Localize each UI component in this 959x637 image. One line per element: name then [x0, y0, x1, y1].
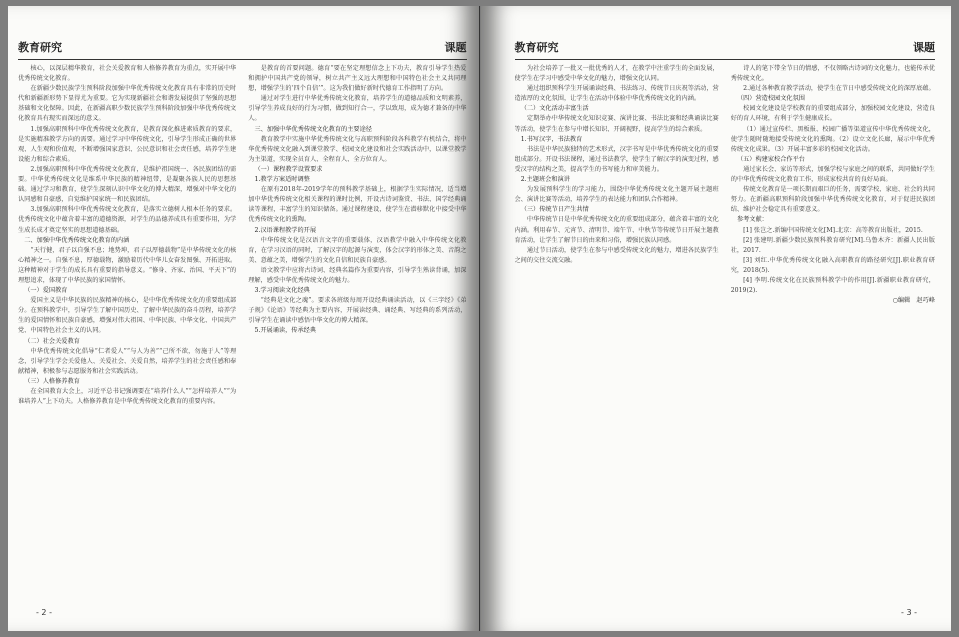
section-heading: （三）人格修养教育: [24, 377, 80, 385]
paragraph: 在原有2018年-2019学年的预科教学基础上，根据学生实际情况，适当增加中华优秀传统文化相关课程的课时比例，开设古诗词鉴赏、书法、国学经典诵读等课程，丰富学生的知识储备。通过课程建设，使学生在潜移默化中接受中华优秀传统文化的熏陶。: [248, 186, 467, 224]
paragraph: 在全国教育大会上，习近平总书记强调要在“培养什么人”“怎样培养人”“为谁培养人”上下功夫。人格修养教育是中华优秀传统文化教育的重要内容。: [18, 388, 237, 406]
section-heading: 2.主题班会和演讲: [520, 176, 570, 184]
paragraph: 书法是中华民族独特的艺术形式，汉字书写是中华优秀传统文化的重要组成部分。开设书法课程，通过书法教学，使学生了解汉字的演变过程，感受汉字的结构之美，提高学生的书写能力和审美能力。: [514, 145, 719, 173]
paragraph: [1] 张岂之.新编中国传统文化[M].北京：高等教育出版社，2015.: [743, 226, 923, 234]
paragraph: 核心，以深层精华教育，社会关爱教育和人格修养教育为重点，实开展中华优秀传统文化教育。: [18, 65, 237, 83]
section-heading: （二）社会关爱教育: [24, 337, 80, 345]
paragraph: 通过对学生进行中华优秀传统文化教育，培养学生的道德品质和文明素养，引导学生养成良好的行为习惯，做到知行合一，学以致用，成为德才兼备的中华人。: [248, 95, 467, 123]
paragraph: 通过家长会、家访等形式，加强学校与家庭之间的联系，共同做好学生的中华优秀传统文化教育工作，形成家校共育的良好局面。: [730, 165, 935, 184]
section-heading: （一）课程教学设置要求: [254, 165, 323, 173]
section-heading: （一）爱国教育: [24, 287, 68, 295]
paragraph: 教育教学中实施中华优秀传统文化与高职预科阶段各科教学有机结合，将中华优秀传统文化融入到课堂教学、校园文化建设和社会实践活动中，以课堂教学为主渠道，实现全员育人、全程育人、全方位育人。: [248, 135, 467, 163]
paragraph: [3] 刘红.中华优秀传统文化融入高职教育的路径研究[J].职业教育研究，2018(5).: [730, 256, 935, 274]
right-page: [481, 6, 952, 631]
paragraph: 传统文化教育是一项长期而艰巨的任务，需要学校、家庭、社会的共同努力。在新疆高职预科阶段加强中华优秀传统文化教育，对于促进民族团结、维护社会稳定具有重要意义。: [730, 186, 935, 214]
paragraph: 通过节日活动，使学生在参与中感受传统文化的魅力，增进各民族学生之间的交往交流交融。: [514, 246, 719, 264]
paragraph: 为社会培养了一批又一批优秀的人才，在教学中注重学生的全面发展，使学生在学习中感受中华文化的魅力，增强文化认同。: [514, 65, 719, 83]
section-heading: （五）构建家校合作平台: [736, 155, 805, 163]
paragraph: 中华传统文化是汉语言文字的重要载体，汉语教学中融入中华传统文化教育，在学习汉语的同时，了解汉字的起源与演变，体会汉字的形体之美、音韵之美、意蕴之美，增强学生的文化自信和民族自豪感。: [248, 236, 467, 264]
section-heading: 1.书写汉字，书法教育: [520, 135, 583, 143]
paragraph: 2.加强高职预科中华优秀传统文化教育，是维护祖国统一、各民族团结的需要。中华优秀传统文化是维系中华民族的精神纽带，是凝聚各族人民的思想基础。通过学习和教育，使学生深刻认识中华文化的博大精深，增强对中华文化的认同感和自豪感，自觉维护国家统一和民族团结。: [18, 165, 237, 204]
column-2: [248, 64, 466, 594]
section-heading: 1.教学方案适时调整: [254, 176, 310, 184]
text-columns: [515, 64, 936, 594]
section-heading: 5.开展诵读，传承经典: [254, 327, 317, 335]
header-rule: [515, 59, 936, 60]
section-heading: 参考文献：: [736, 216, 768, 224]
paragraph: “天行健，君子以自强不息；地势坤，君子以厚德载物”是中华传统文化的核心精神之一。自强不息，厚德载物，激励着历代中华儿女奋发图强、开拓进取。这种精神对于学生的成长具有重要的指导意义。“修身、齐家、治国、平天下”的理想追求，体现了中华民族的家国情怀。: [18, 246, 237, 284]
page-header: [481, 36, 952, 58]
page-header: [8, 36, 479, 58]
column-1: [18, 64, 236, 594]
paragraph: 定期举办中华传统文化知识竞赛、演讲比赛、书法比赛和经典诵读比赛等活动，使学生在参与中增长知识、开阔视野，提高学生的综合素质。: [514, 115, 719, 133]
journal-name: 教育研究: [514, 41, 559, 54]
journal-name: 教育研究: [18, 41, 62, 54]
header-rule: [18, 59, 467, 60]
section-heading: （四）营造校园文化氛围: [736, 95, 805, 103]
text-columns: [18, 64, 467, 594]
paragraph: 语文教学中应将古诗词、经典名篇作为重要内容，引导学生熟读背诵，加深理解，感受中华优秀传统文化的魅力。: [248, 266, 467, 284]
section-label: 课题: [444, 41, 467, 54]
section-heading: （二）文化活动丰富生活: [520, 105, 589, 113]
section-label: 课题: [913, 41, 935, 54]
paragraph: 是教育的首要问题。德育“要在坚定理想信念上下功夫，教育引导学生热爱和拥护中国共产党的领导，树立共产主义远大理想和中国特色社会主义共同理想，增强学生的‘四个自信’”。这为我们做好新时代德育工作指明了方向。: [248, 65, 467, 93]
paragraph: [4] 李明.传统文化在民族预科教学中的作用[J].新疆职业教育研究，2019(2).: [730, 276, 935, 295]
section-heading: 三、加强中华优秀传统文化教育的主要途径: [254, 125, 372, 133]
column-1: [515, 64, 719, 594]
section-heading: （三）传统节日产生共情: [520, 206, 589, 214]
editor-signature: ○编辑 赵巧峰: [892, 297, 935, 305]
paragraph: “经典是文化之魂”。要求各班级每周开设经典诵读活动，以《三字经》《弟子规》《论语》等经典为主要内容，开展读经典、诵经典、写经典的系列活动，引导学生在诵读中感悟中华文化的博大精深。: [248, 297, 467, 325]
paragraph: 爱国主义是中华民族的民族精神的核心，是中华优秀传统文化的重要组成部分。在预科教学中，引导学生了解中国历史、了解中华民族的奋斗历程，培养学生的爱国情怀和民族自豪感，增强对伟大祖国、中华民族、中华文化、中国共产党、中国特色社会主义的认同。: [18, 297, 237, 335]
magazine-spread: [8, 6, 951, 631]
paragraph: 2.通过各种教育教学活动，使学生在节日中感受传统文化的深厚底蕴。: [743, 85, 935, 93]
page-number: - 3 -: [901, 608, 917, 617]
book-gutter: [479, 6, 480, 631]
paragraph: 校园文化建设是学校教育的重要组成部分，加强校园文化建设，营造良好的育人环境，有利于学生健康成长。: [730, 105, 935, 123]
paragraph: 1.加强高职预科中华优秀传统文化教育，是教育深化推进素质教育的要求，是实施精准教学方向的需要。通过学习中华传统文化，引导学生形成正确的世界观、人生观和价值观，不断增强国家意识、公民意识和社会责任感，培养学生建设能力和综合素质。: [18, 125, 237, 163]
paragraph: 中华传统节日是中华优秀传统文化的重要组成部分，蕴含着丰富的文化内涵。利用春节、元宵节、清明节、端午节、中秋节等传统节日开展主题教育活动，让学生了解节日的由来和习俗，增强民族认同感。: [514, 216, 719, 244]
paragraph: （1）通过宣传栏、黑板报、校园广播等渠道宣传中华优秀传统文化，使学生随时随地接受传统文化的熏陶。（2）设立文化长廊，展示中华优秀传统文化成果。（3）开展丰富多彩的校园文化活动。: [730, 125, 935, 153]
paragraph: 中华优秀传统文化倡导“仁者爱人”“与人为善”“己所不欲，勿施于人”等理念，引导学生学会关爱他人、关爱社会、关爱自然，培养学生的社会责任感和奉献精神，积极参与志愿服务和社会实践活动。: [18, 347, 237, 375]
paragraph: 通过组织预科学生开展诵读经典、书法练习、传统节日庆祝等活动，营造浓厚的文化氛围，让学生在活动中体验中华优秀传统文化的内涵。: [514, 85, 719, 103]
section-heading: 3.学习阅读文化经典: [254, 287, 310, 295]
paragraph: [2] 张建明.新疆少数民族预科教育研究[M].乌鲁木齐：新疆人民出版社，2017.: [730, 236, 935, 254]
paragraph: 诗人的笔下带全节日的情感，不仅领略古诗词的文化魅力，也能传承优秀传统文化。: [730, 65, 935, 83]
section-heading: 二、加强中华优秀传统文化教育的内涵: [24, 236, 130, 244]
paragraph: 3.加强高职预科中华优秀传统文化教育，是落实立德树人根本任务的要求。优秀传统文化中蕴含着丰富的道德资源，对学生的品德养成具有重要作用，为学生成长成才奠定坚实的思想道德基础。: [18, 206, 237, 234]
paragraph: 在新疆少数民族学生预科阶段加强中华优秀传统文化教育具有非常的历史时代和新疆新形势下显得尤为重要。它为实现新疆社会和谐发展提供了坚强的思想基础和文化保障。因此，在新疆高职少数民族学生预科阶段加强中华优秀传统文化教育具有现实而深远的意义。: [18, 85, 237, 123]
column-2: [731, 64, 935, 594]
section-heading: 2.汉语课程教学的开展: [254, 226, 317, 234]
paragraph: 为发展预科学生的学习能力，围绕中华优秀传统文化主题开展主题班会、演讲比赛等活动，培养学生的表达能力和团队合作精神。: [514, 186, 719, 204]
left-page: [8, 6, 479, 631]
page-number: - 2 -: [36, 608, 52, 617]
